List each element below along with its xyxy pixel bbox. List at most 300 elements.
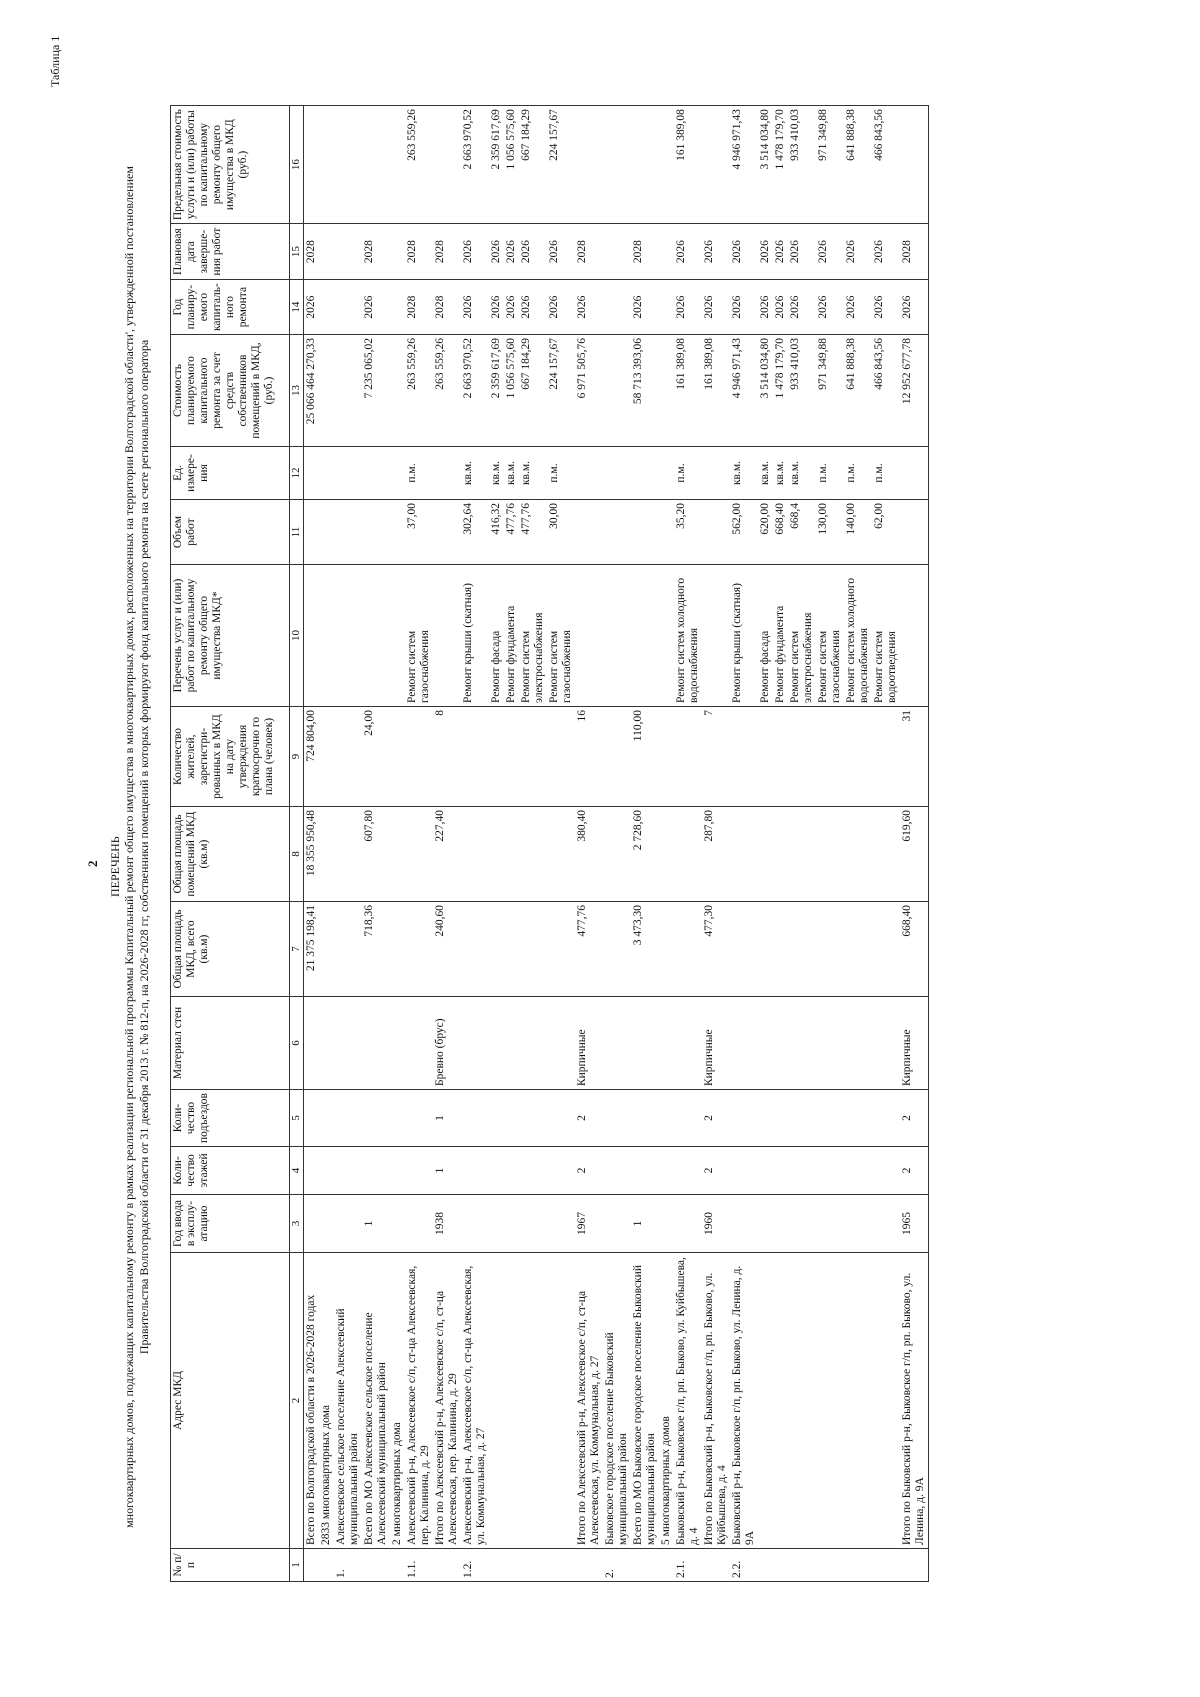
cell-pd: 2028 [304, 224, 320, 280]
cell-res [547, 707, 575, 807]
cell-ent [844, 1090, 872, 1147]
cell-area: 619,60 [900, 807, 929, 902]
cell-work [334, 565, 362, 707]
cell-unit [304, 447, 320, 500]
cell-fl: 1 [433, 1147, 461, 1195]
cell-py: 2028 [433, 280, 461, 335]
cell-py: 2026 [504, 280, 519, 335]
table-row [758, 106, 773, 1582]
cell-pd: 2026 [702, 224, 730, 280]
cell-cost: 7 235 065,02 [362, 335, 390, 447]
cell-ent [730, 1090, 758, 1147]
cell-area [872, 807, 900, 902]
cell-max: 933 410,03 [788, 106, 816, 224]
cell-cost: 1 478 179,70 [773, 335, 788, 447]
cell-area [603, 807, 631, 902]
cell-fl [603, 1147, 631, 1195]
cell-res [872, 707, 900, 807]
cell-unit: кв.м. [730, 447, 758, 500]
cell-total [334, 902, 362, 997]
cell-max [334, 106, 362, 224]
cell-area [390, 807, 405, 902]
cell-py: 2026 [900, 280, 929, 335]
cell-res [773, 707, 788, 807]
table-row [603, 106, 631, 1582]
cell-n [631, 1549, 659, 1582]
table-row [362, 106, 390, 1582]
cell-py: 2026 [773, 280, 788, 335]
cell-wall [730, 997, 758, 1090]
cell-work: Ремонт крыши (скатная) [461, 565, 489, 707]
cell-wall [603, 997, 631, 1090]
cell-py: 2026 [872, 280, 900, 335]
cell-pd: 2026 [872, 224, 900, 280]
cell-cost: 466 843,56 [872, 335, 900, 447]
cell-addr: Быковское городское поселение Быковский муниципальный район [603, 1253, 631, 1549]
cell-work [659, 565, 674, 707]
cell-area [730, 807, 758, 902]
cell-cost: 161 389,08 [674, 335, 702, 447]
cell-n [575, 1549, 603, 1582]
cell-py: 2026 [816, 280, 844, 335]
cell-pd: 2026 [844, 224, 872, 280]
cell-py: 2026 [461, 280, 489, 335]
table-row [631, 106, 659, 1582]
cell-ent [504, 1090, 519, 1147]
cell-cost [334, 335, 362, 447]
cell-vol: 562,00 [730, 500, 758, 565]
cell-res [390, 707, 405, 807]
column-header: Общая площадь МКД, всего (кв.м) [171, 902, 290, 997]
cell-pd: 2028 [900, 224, 929, 280]
cell-py [390, 280, 405, 335]
cell-addr: Алексеевский р-н, Алексеевское с/п, ст-ца Алексеевская, ул. Коммунальная, д. 27 [461, 1253, 489, 1549]
cell-addr [504, 1253, 519, 1549]
table-row [844, 106, 872, 1582]
cell-pd: 2028 [631, 224, 659, 280]
cell-year [872, 1195, 900, 1253]
cell-pd: 2026 [519, 224, 547, 280]
cell-area [659, 807, 674, 902]
cell-area [773, 807, 788, 902]
cell-addr: Алексеевский р-н, Алексеевское с/п, ст-ца Алексеевская, пер. Калинина, д. 29 [405, 1253, 433, 1549]
cell-py [319, 280, 334, 335]
cell-pd: 2026 [758, 224, 773, 280]
cell-max [631, 106, 659, 224]
cell-wall [304, 997, 320, 1090]
cell-work: Ремонт систем газоснабжения [547, 565, 575, 707]
cell-pd: 2028 [433, 224, 461, 280]
cell-year: 1967 [575, 1195, 603, 1253]
cell-pd: 2026 [730, 224, 758, 280]
cell-unit: п.м. [844, 447, 872, 500]
cell-year: 1938 [433, 1195, 461, 1253]
cell-ent [659, 1090, 674, 1147]
cell-cost: 58 713 393,06 [631, 335, 659, 447]
cell-py: 2026 [362, 280, 390, 335]
cell-addr [758, 1253, 773, 1549]
cell-unit [433, 447, 461, 500]
cell-n [844, 1549, 872, 1582]
cell-res [603, 707, 631, 807]
cell-pd: 2026 [547, 224, 575, 280]
cell-fl [816, 1147, 844, 1195]
cell-n [758, 1549, 773, 1582]
cell-addr [547, 1253, 575, 1549]
table-row [433, 106, 461, 1582]
cell-total: 477,30 [702, 902, 730, 997]
cell-vol: 130,00 [816, 500, 844, 565]
cell-unit: п.м. [547, 447, 575, 500]
cell-pd: 2026 [674, 224, 702, 280]
cell-vol: 30,00 [547, 500, 575, 565]
cell-work [702, 565, 730, 707]
cell-fl [390, 1147, 405, 1195]
column-number: 9 [290, 707, 304, 807]
cell-pd [334, 224, 362, 280]
cell-fl [631, 1147, 659, 1195]
cell-fl [872, 1147, 900, 1195]
cell-fl [461, 1147, 489, 1195]
table-row [390, 106, 405, 1582]
cell-res [334, 707, 362, 807]
cell-n [788, 1549, 816, 1582]
cell-cost: 263 559,26 [433, 335, 461, 447]
cell-ent [816, 1090, 844, 1147]
cell-work [319, 565, 334, 707]
cell-fl: 2 [702, 1147, 730, 1195]
cell-max [362, 106, 390, 224]
column-header: Адрес МКД [171, 1253, 290, 1549]
page-number: 2 [85, 860, 100, 867]
cell-addr: Итого по Алексеевский р-н, Алексеевское с/п, ст-ца Алексеевская, пер. Калинина, д. 29 [433, 1253, 461, 1549]
cell-area [461, 807, 489, 902]
cell-vol [390, 500, 405, 565]
cell-cost: 933 410,03 [788, 335, 816, 447]
cell-addr [844, 1253, 872, 1549]
cell-unit [702, 447, 730, 500]
cell-ent [319, 1090, 334, 1147]
cell-py: 2026 [702, 280, 730, 335]
cell-n: 1. [334, 1549, 362, 1582]
cell-n: 2. [603, 1549, 631, 1582]
cell-unit [631, 447, 659, 500]
cell-total: 21 375 198,41 [304, 902, 320, 997]
cell-res [659, 707, 674, 807]
cell-pd: 2028 [405, 224, 433, 280]
cell-addr: Всего по Волгоградской области в 2026-2028 годах [304, 1253, 320, 1549]
cell-fl [489, 1147, 504, 1195]
cell-res [504, 707, 519, 807]
cell-res: 110,00 [631, 707, 659, 807]
cell-total [547, 902, 575, 997]
cell-wall [489, 997, 504, 1090]
cell-fl [519, 1147, 547, 1195]
table-label: Таблица 1 [48, 35, 62, 87]
cell-py: 2026 [519, 280, 547, 335]
cell-max: 971 349,88 [816, 106, 844, 224]
cell-res: 7 [702, 707, 730, 807]
cell-work: Ремонт фундамента [773, 565, 788, 707]
cell-vol [900, 500, 929, 565]
cell-addr: Всего по МО Алексеевское сельское поселение Алексеевский муниципальный район [362, 1253, 390, 1549]
cell-py: 2026 [631, 280, 659, 335]
cell-py: 2026 [844, 280, 872, 335]
cell-area [674, 807, 702, 902]
cell-unit: кв.м. [461, 447, 489, 500]
column-number: 6 [290, 997, 304, 1090]
cell-ent [390, 1090, 405, 1147]
cell-area [334, 807, 362, 902]
cell-n [504, 1549, 519, 1582]
cell-work: Ремонт систем водоотведения [872, 565, 900, 707]
column-header: Количество подъездов [171, 1090, 290, 1147]
cell-wall [659, 997, 674, 1090]
cell-n [390, 1549, 405, 1582]
cell-py [334, 280, 362, 335]
cell-wall [547, 997, 575, 1090]
cell-year: 1965 [900, 1195, 929, 1253]
cell-work [433, 565, 461, 707]
cell-n [304, 1549, 320, 1582]
cell-year [730, 1195, 758, 1253]
cell-max: 3 514 034,80 [758, 106, 773, 224]
column-number: 13 [290, 335, 304, 447]
cell-res [405, 707, 433, 807]
cell-area [519, 807, 547, 902]
cell-addr: 2833 многоквартирных дома [319, 1253, 334, 1549]
cell-cost: 667 184,29 [519, 335, 547, 447]
cell-py: 2026 [758, 280, 773, 335]
column-header: Стоимость планируемого капитального ремонта за счет средств собственников помещений в МКД, (руб.) [171, 335, 290, 447]
cell-area [758, 807, 773, 902]
cell-py [659, 280, 674, 335]
cell-wall [504, 997, 519, 1090]
cell-year: 1960 [702, 1195, 730, 1253]
cell-res [461, 707, 489, 807]
cell-total [504, 902, 519, 997]
cell-vol [702, 500, 730, 565]
cell-wall [319, 997, 334, 1090]
cell-area: 227,40 [433, 807, 461, 902]
table-row [773, 106, 788, 1582]
cell-max: 641 888,38 [844, 106, 872, 224]
cell-vol [362, 500, 390, 565]
cell-py [603, 280, 631, 335]
cell-wall [390, 997, 405, 1090]
cell-total [405, 902, 433, 997]
cell-res: 8 [433, 707, 461, 807]
cell-unit: кв.м. [489, 447, 504, 500]
table-row [547, 106, 575, 1582]
table-row [816, 106, 844, 1582]
cell-total: 3 473,30 [631, 902, 659, 997]
cell-n [433, 1549, 461, 1582]
cell-year [816, 1195, 844, 1253]
cell-unit [390, 447, 405, 500]
cell-pd: 2026 [788, 224, 816, 280]
cell-n: 2.2. [730, 1549, 758, 1582]
column-header: Количество жителей, зарегистрированных в МКД на дату утверждения краткосрочно го плана (человек) [171, 707, 290, 807]
cell-n: 1.2. [461, 1549, 489, 1582]
cell-max: 2 663 970,52 [461, 106, 489, 224]
cell-ent [603, 1090, 631, 1147]
cell-n [519, 1549, 547, 1582]
column-number: 10 [290, 565, 304, 707]
cell-ent [547, 1090, 575, 1147]
cell-vol: 477,76 [519, 500, 547, 565]
table-row [319, 106, 334, 1582]
cell-unit: кв.м. [504, 447, 519, 500]
document-title: ПЕРЕЧЕНЬ [108, 836, 122, 897]
column-number: 4 [290, 1147, 304, 1195]
cell-year [504, 1195, 519, 1253]
cell-year [773, 1195, 788, 1253]
cell-ent [334, 1090, 362, 1147]
cell-fl [362, 1147, 390, 1195]
cell-ent: 1 [433, 1090, 461, 1147]
cell-wall [334, 997, 362, 1090]
cell-pd [659, 224, 674, 280]
cell-vol: 62,00 [872, 500, 900, 565]
column-header: Перечень услуг и (или) работ по капитальному ремонту общего имущества МКД* [171, 565, 290, 707]
cell-pd [603, 224, 631, 280]
column-header: Год планируемого капитального ремонта [171, 280, 290, 335]
column-number: 7 [290, 902, 304, 997]
cell-work: Ремонт фундамента [504, 565, 519, 707]
cell-ent: 2 [575, 1090, 603, 1147]
cell-res [319, 707, 334, 807]
cell-work [575, 565, 603, 707]
column-number: 2 [290, 1253, 304, 1549]
table-row [489, 106, 504, 1582]
cell-max [603, 106, 631, 224]
column-number: 5 [290, 1090, 304, 1147]
cell-work: Ремонт фасада [489, 565, 504, 707]
cell-addr: Всего по МО Быковское городское поселение Быковский муниципальный район [631, 1253, 659, 1549]
cell-fl [334, 1147, 362, 1195]
cell-total [489, 902, 504, 997]
cell-total: 240,60 [433, 902, 461, 997]
cell-unit [575, 447, 603, 500]
cell-fl: 2 [900, 1147, 929, 1195]
cell-res: 24,00 [362, 707, 390, 807]
cell-cost: 4 946 971,43 [730, 335, 758, 447]
cell-wall [461, 997, 489, 1090]
cell-unit [603, 447, 631, 500]
cell-fl [773, 1147, 788, 1195]
cell-unit: п.м. [405, 447, 433, 500]
cell-cost: 12 952 677,78 [900, 335, 929, 447]
cell-ent [674, 1090, 702, 1147]
cell-year [461, 1195, 489, 1253]
cell-area [319, 807, 334, 902]
cell-n [489, 1549, 504, 1582]
cell-unit [319, 447, 334, 500]
cell-wall [631, 997, 659, 1090]
column-number: 3 [290, 1195, 304, 1253]
cell-area: 380,40 [575, 807, 603, 902]
cell-max [702, 106, 730, 224]
cell-work: Ремонт систем холодного водоснабжения [674, 565, 702, 707]
cell-year [334, 1195, 362, 1253]
cell-wall [788, 997, 816, 1090]
table-row [730, 106, 758, 1582]
cell-max [390, 106, 405, 224]
cell-year [547, 1195, 575, 1253]
cell-addr [489, 1253, 504, 1549]
cell-max: 466 843,56 [872, 106, 900, 224]
cell-year [319, 1195, 334, 1253]
cell-year: 1 [631, 1195, 659, 1253]
cell-unit: п.м. [674, 447, 702, 500]
cell-wall [872, 997, 900, 1090]
cell-ent: 2 [900, 1090, 929, 1147]
column-header: Количество этажей [171, 1147, 290, 1195]
cell-fl: 2 [575, 1147, 603, 1195]
cell-unit: кв.м. [788, 447, 816, 500]
cell-wall [405, 997, 433, 1090]
column-header: Плановая дата завершения работ [171, 224, 290, 280]
cell-addr [773, 1253, 788, 1549]
column-header: № п/п [171, 1549, 290, 1582]
cell-pd: 2026 [504, 224, 519, 280]
cell-pd [319, 224, 334, 280]
cell-work: Ремонт систем газоснабжения [816, 565, 844, 707]
cell-vol [575, 500, 603, 565]
table-row [405, 106, 433, 1582]
cell-work [603, 565, 631, 707]
cell-cost [603, 335, 631, 447]
cell-work: Ремонт фасада [758, 565, 773, 707]
cell-addr: Быковский р-н, Быковское г/п, рп. Быково, ул. Ленина, д. 9А [730, 1253, 758, 1549]
cell-area: 287,80 [702, 807, 730, 902]
table-row [900, 106, 929, 1582]
table-row [334, 106, 362, 1582]
cell-area: 607,80 [362, 807, 390, 902]
cell-wall [519, 997, 547, 1090]
column-number: 16 [290, 106, 304, 224]
cell-work: Ремонт систем газоснабжения [405, 565, 433, 707]
cell-fl [659, 1147, 674, 1195]
cell-vol [659, 500, 674, 565]
cell-vol: 302,64 [461, 500, 489, 565]
column-header: Год ввода в эксплуатацию [171, 1195, 290, 1253]
cell-res [519, 707, 547, 807]
cell-total [773, 902, 788, 997]
cell-cost: 224 157,67 [547, 335, 575, 447]
cell-work: Ремонт крыши (скатная) [730, 565, 758, 707]
cell-wall: Кирпичные [702, 997, 730, 1090]
cell-vol [319, 500, 334, 565]
cell-n [872, 1549, 900, 1582]
cell-pd: 2026 [489, 224, 504, 280]
cell-unit: кв.м. [519, 447, 547, 500]
cell-total [519, 902, 547, 997]
cell-res [758, 707, 773, 807]
cell-ent [788, 1090, 816, 1147]
cell-res [730, 707, 758, 807]
cell-cost: 161 389,08 [702, 335, 730, 447]
cell-work [631, 565, 659, 707]
table-row [519, 106, 547, 1582]
cell-n [319, 1549, 334, 1582]
cell-ent [362, 1090, 390, 1147]
cell-n [816, 1549, 844, 1582]
cell-vol: 35,20 [674, 500, 702, 565]
cell-fl [405, 1147, 433, 1195]
cell-unit: кв.м. [758, 447, 773, 500]
